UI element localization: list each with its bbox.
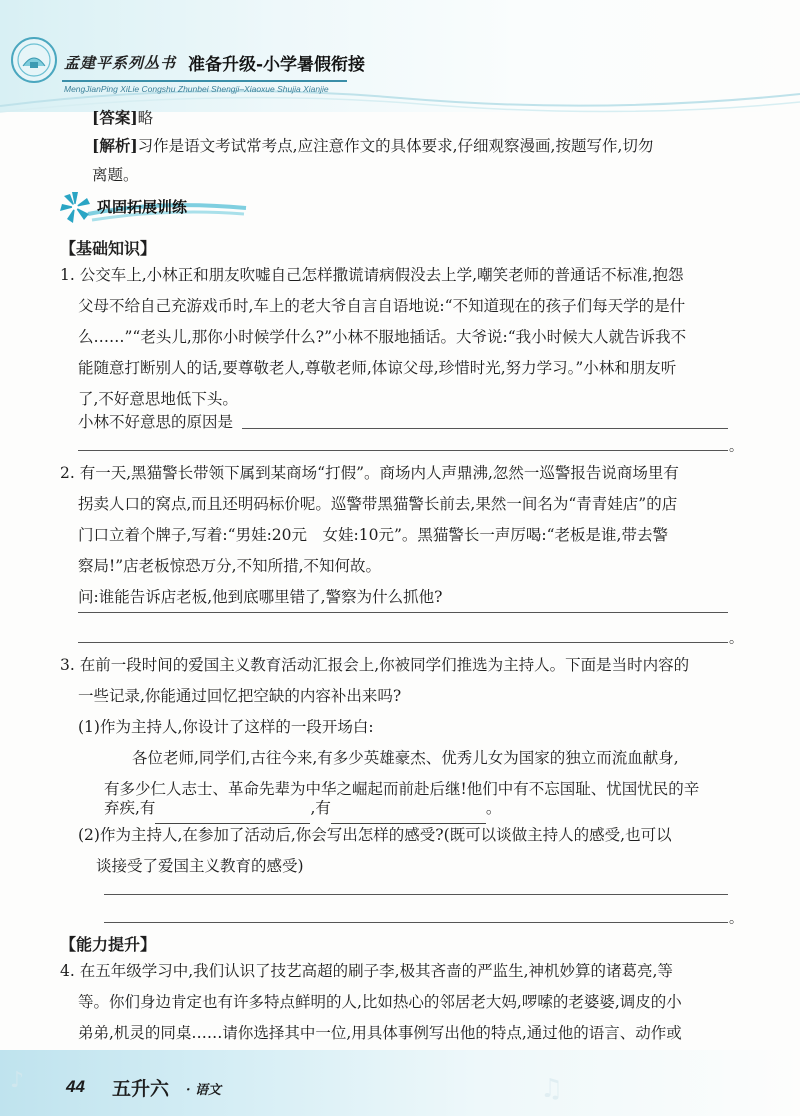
analysis-label: [解析] [92, 136, 138, 155]
question-4: 4. 在五年级学习中,我们认识了技艺高超的刷子李,极其吝啬的严监生,神机妙算的诸葛亮,等 等。你们身边肯定也有许多特点鲜明的人,比如热心的邻居老大妈,啰嗦的老婆婆,调皮的小 弟弟,机灵的同桌……请你选择其中一位,用具体事例写出他的特点,通过他的语言、动作或 [60, 962, 682, 1042]
question-2: 2. 有一天,黑猫警长带领下属到某商场“打假”。商场内人声鼎沸,忽然一巡警报告说商场里有 拐卖人口的窝点,而且还明码标价呢。巡警带黑猫警长前去,果然一间名为“青青娃店”的店 门口立着个牌子,写着:“男娃:20元 女娃:10元”。黑猫警长一声厉喝:“老板是谁,带去警 察局!”店老板惊恐万分,不知所措,不知何故。 问:谁能告诉店老板,他到底哪里错了,警察为什么抓他? [60, 458, 679, 613]
section-banner-title: 巩固拓展训练 [97, 198, 188, 216]
ability-heading: 【能力提升】 [60, 935, 157, 954]
q2-end-mark: 。 [729, 631, 743, 647]
book-subject: · 语文 [186, 1083, 222, 1098]
question-1: 1. 公交车上,小林正和朋友吹嘘自己怎样撒谎请病假没去上学,嘲笑老师的普通话不标准,抱怨 父母不给自己充游戏币时,车上的老大爷自言自语地说:“不知道现在的孩子们每天学的是什 么……”“老头儿,那你小时候学什么?”小林不服地插话。大爷说:“我小时候大人就告诉我不 能随意打断别人的话,要尊敬老人,尊敬老师,体谅父母,珍惜时光,努力学习。”小林和朋友听 了,不好意思地低下头。 [60, 266, 687, 408]
q2-answer-line-1[interactable] [78, 612, 728, 613]
q3-end-mark: 。 [729, 911, 743, 927]
analysis-line-2: 离题。 [92, 166, 139, 184]
q3-fill-line: 弃疾,有 ,有 。 [104, 793, 501, 824]
q3-sub1: (1)作为主持人,你设计了这样的一段开场白: [78, 718, 374, 736]
series-logo-icon [10, 36, 58, 84]
basic-knowledge-heading: 【基础知识】 [60, 239, 157, 258]
answer-label: [答案] [92, 108, 138, 127]
music-note-icon: ♪ [10, 1068, 25, 1093]
q3-answer-line-1[interactable] [104, 894, 728, 895]
q1-answer-line-2[interactable] [78, 450, 728, 451]
q3-answer-line-2[interactable] [104, 922, 728, 923]
music-note-icon-2: ♫ [540, 1074, 564, 1104]
header-pinyin: MengJianPing XiLie Congshu Zhunbei Shengji–Xiaoxue Shujia Xianjie [64, 84, 329, 94]
q1-end-mark: 。 [729, 439, 743, 455]
page-number: 44 [66, 1077, 85, 1096]
q1-answer-line-1[interactable] [242, 428, 728, 429]
question-3: 3. 在前一段时间的爱国主义教育活动汇报会上,你被同学们推选为主持人。下面是当时内容的 一些记录,你能通过回忆把空缺的内容补出来吗? (1)作为主持人,你设计了这样的一段开场白: 各位老师,同学们,古往今来,有多少英雄豪杰、优秀儿女为国家的独立而流血献身, 有多少仁人志士、革命先辈为中华之崛起而前赴后继!他们中有不忘国耻、忧国忧民的辛 [60, 656, 700, 798]
q1-prompt: 小林不好意思的原因是 [78, 413, 234, 431]
q2-answer-line-2[interactable] [78, 642, 728, 643]
header-divider [62, 80, 347, 82]
q3-sub2: (2)作为主持人,在参加了活动后,你会写出怎样的感受?(既可以谈做主持人的感受,也可以 谈接受了爱国主义教育的感受) [78, 826, 672, 875]
book-grade: 五升六 [112, 1078, 170, 1100]
q2-question: 问:谁能告诉店老板,他到底哪里错了,警察为什么抓他? [78, 588, 443, 606]
analysis-line-1: [解析]习作是语文考试常考点,应注意作文的具体要求,仔细观察漫画,按题写作,切勿 [92, 136, 654, 155]
book-subtitle: 准备升级-小学暑假衔接 [188, 55, 366, 75]
answer-text: 略 [137, 109, 154, 127]
series-title: 孟建平系列丛书 [64, 54, 177, 72]
